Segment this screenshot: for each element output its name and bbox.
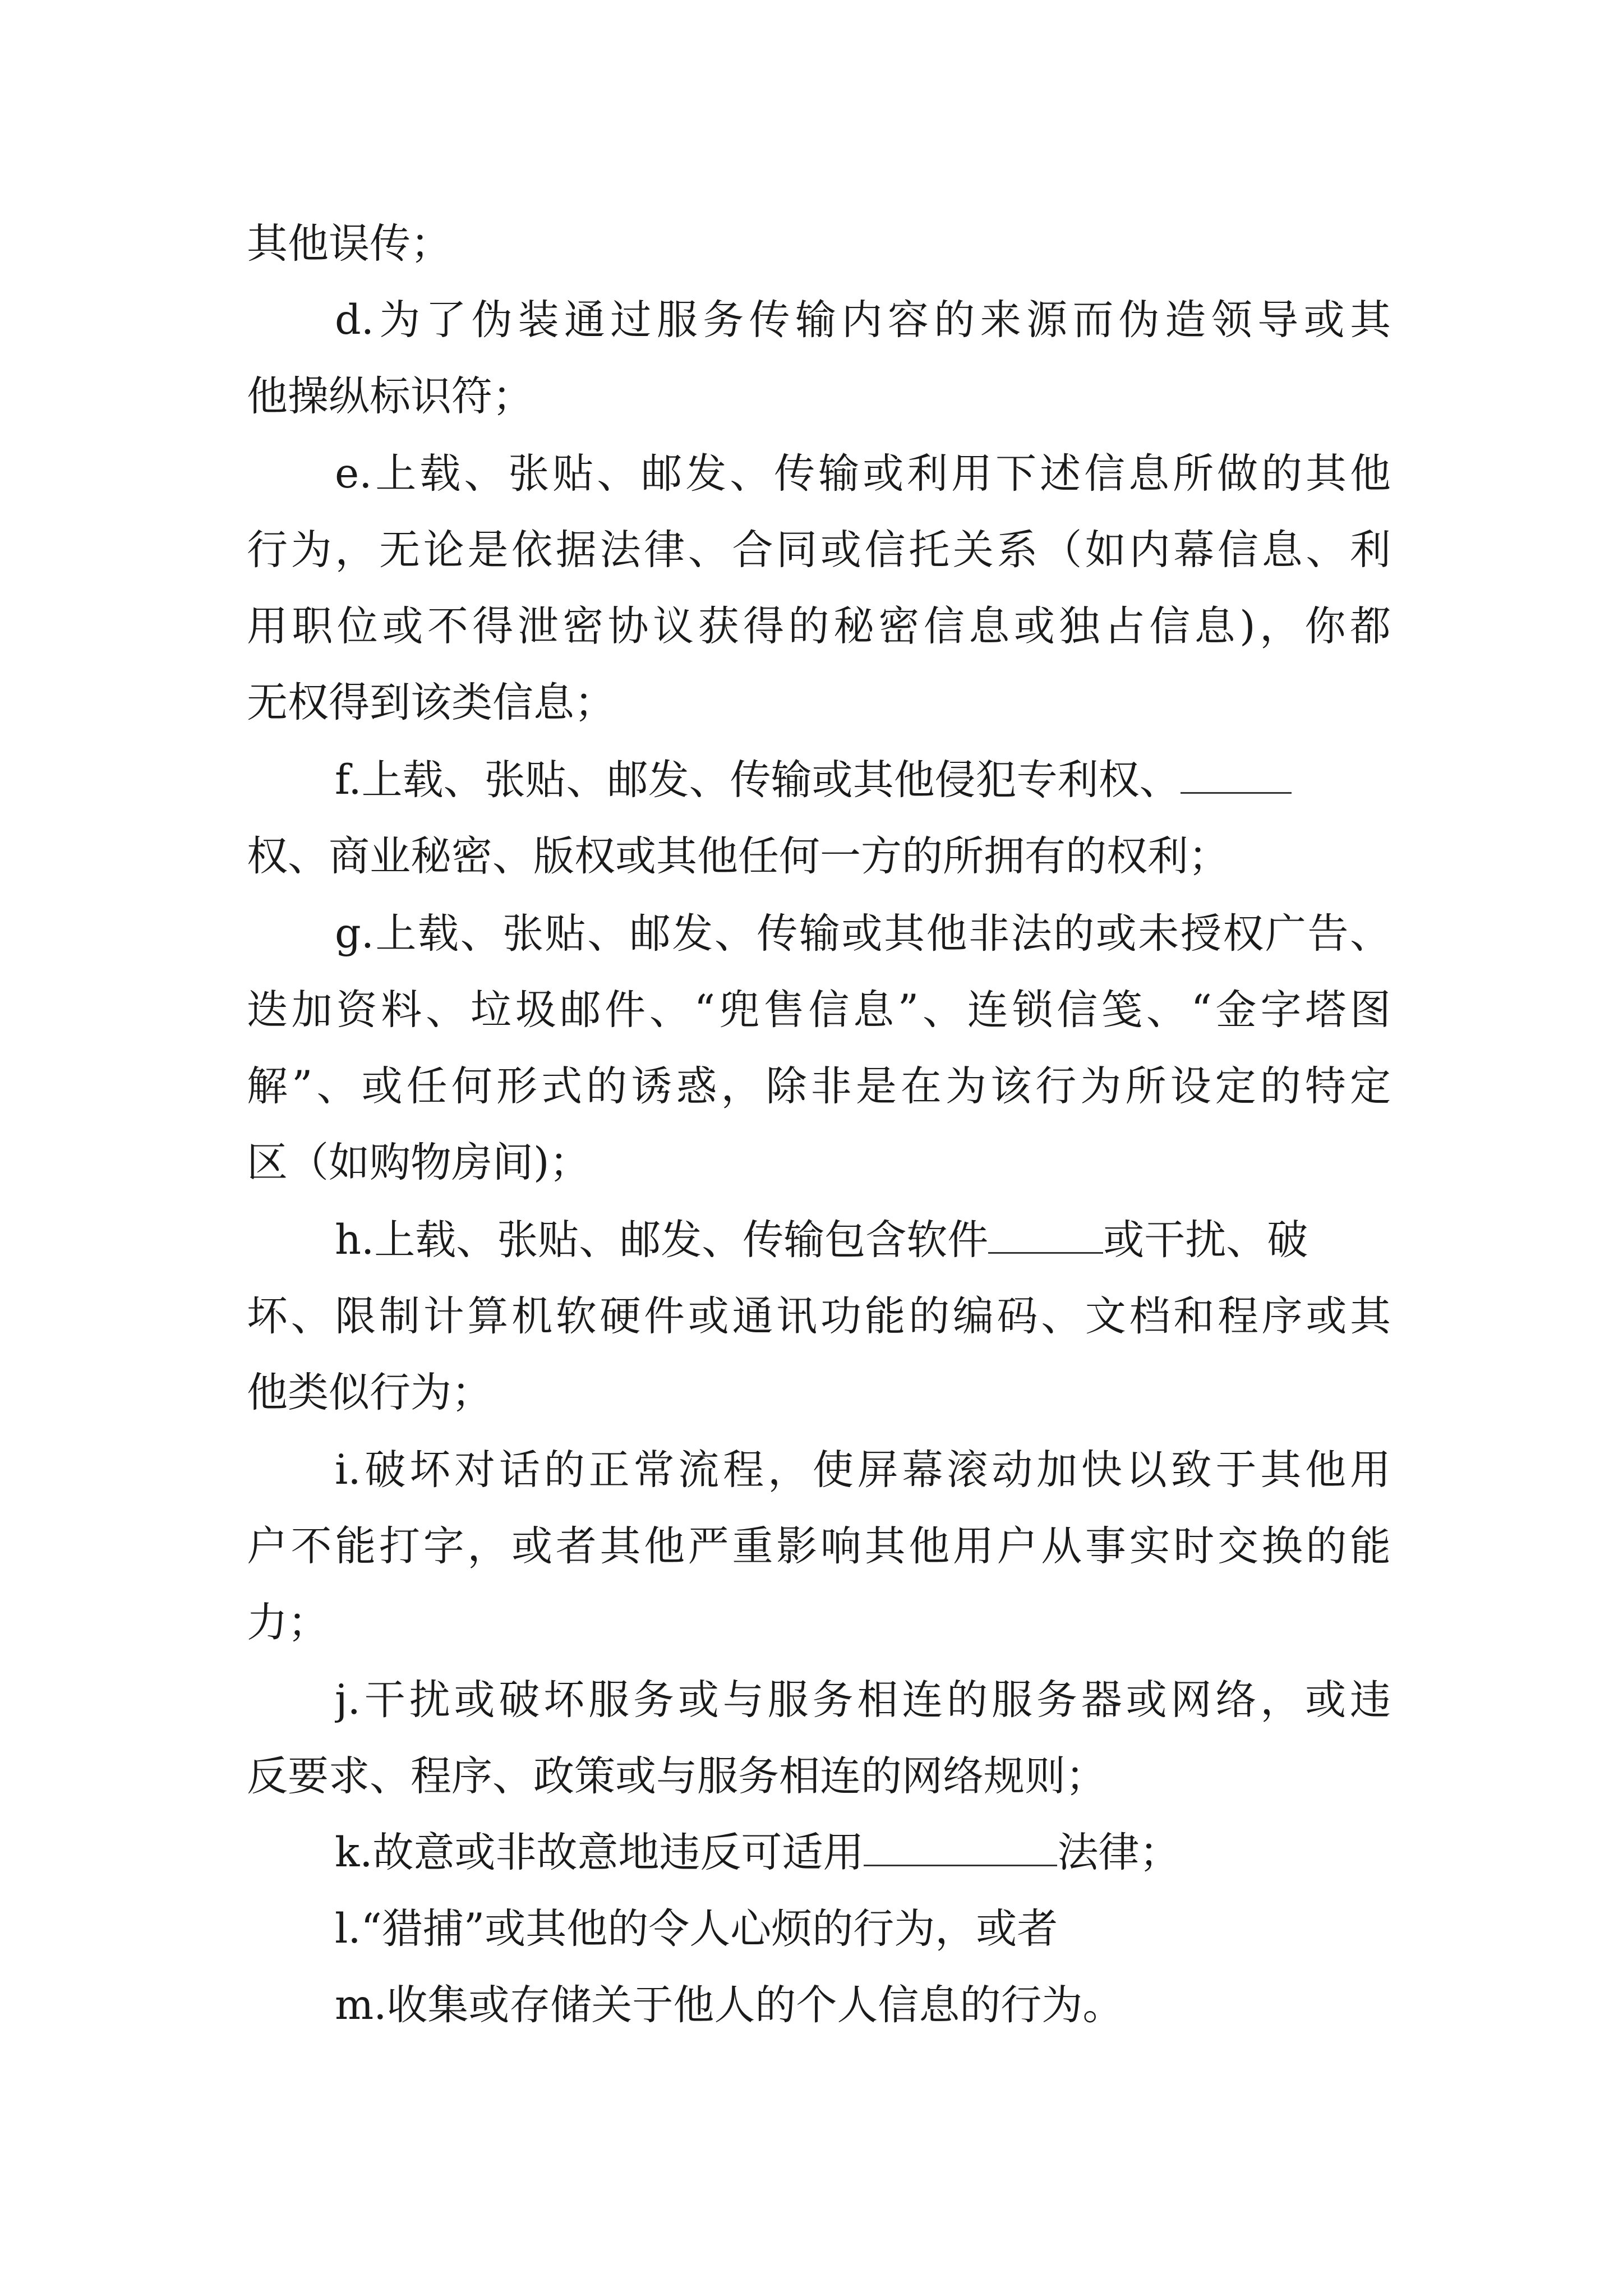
text-line [247,205,1391,283]
list-item-k [335,1814,1391,1892]
line-text: 用职位或不得泄密协议获得的秘密信息或独占信息)，你都 [247,602,1391,650]
list-item-h [335,1201,1391,1280]
line-text: k.故意或非故意地违反可适用 [335,1829,864,1876]
line-text: 其他误传； [247,220,451,268]
text-line [247,817,1391,896]
text-line [247,357,1391,436]
line-text: j.干扰或破坏服务或与服务相连的服务器或网络，或违 [335,1676,1391,1724]
fill-in-blank [864,1831,1057,1866]
text-line [247,1354,1391,1432]
line-text: 户不能打字，或者其他严重影响其他用户从事实时交换的能 [247,1522,1391,1570]
fill-in-blank [1181,758,1292,794]
line-text: d.为了伪装通过服务传输内容的来源而伪造领导或其 [335,296,1391,344]
text-line [247,664,1391,742]
line-text: 法律； [1057,1829,1181,1876]
line-text: 行为，无论是依据法律、合同或信托关系（如内幕信息、利 [247,526,1391,574]
list-item-i [335,1431,1391,1510]
line-text: 解”、或任何形式的诱惑，除非是在为该行为所设定的特定 [247,1062,1391,1110]
text-line [247,587,1391,666]
line-text: 或干扰、破 [1103,1216,1308,1264]
fill-in-blank [988,1218,1103,1254]
text-line [247,971,1391,1050]
text-line [247,1277,1391,1356]
line-text: 坏、限制计算机软硬件或通讯功能的编码、文档和程序或其 [247,1292,1391,1340]
line-text: e.上载、张贴、邮发、传输或利用下述信息所做的其他 [335,450,1391,498]
line-text: m.收集或存储关于他人的个人信息的行为。 [335,1981,1124,2029]
text-line [247,1737,1391,1816]
list-item-d [335,281,1391,360]
text-line [247,1124,1391,1202]
list-item-m [335,1966,1391,2045]
line-text: 力； [247,1599,329,1646]
text-line [247,511,1391,590]
line-text: g.上载、张贴、邮发、传输或其他非法的或未授权广告、 [335,910,1391,958]
line-text: l.“猎捕”或其他的令人心烦的行为，或者 [335,1905,1058,1953]
line-text: 权、商业秘密、版权或其他任何一方的所拥有的权利； [247,832,1229,880]
line-text: h.上载、张贴、邮发、传输包含软件 [335,1216,989,1264]
line-text: 无权得到该类信息； [247,679,615,726]
list-item-e [335,435,1391,513]
list-item-l [335,1890,1391,1968]
list-item-g [335,895,1391,973]
text-line [247,1047,1391,1126]
line-text: 他操纵标识符； [247,372,533,420]
text-line [247,1584,1391,1662]
list-item-j [335,1661,1391,1740]
list-item-f [335,741,1391,820]
line-text: f.上载、张贴、邮发、传输或其他侵犯专利权、 [335,756,1181,804]
line-text: i.破坏对话的正常流程，使屏幕滚动加快以致于其他用 [335,1446,1391,1494]
line-text: 反要求、程序、政策或与服务相连的网络规则； [247,1752,1106,1800]
line-text: 他类似行为； [247,1369,492,1416]
line-text: 区（如购物房间)； [247,1139,591,1186]
line-text: 迭加资料、垃圾邮件、“兜售信息”、连锁信笺、“金字塔图 [247,986,1391,1034]
text-line [247,1507,1391,1586]
